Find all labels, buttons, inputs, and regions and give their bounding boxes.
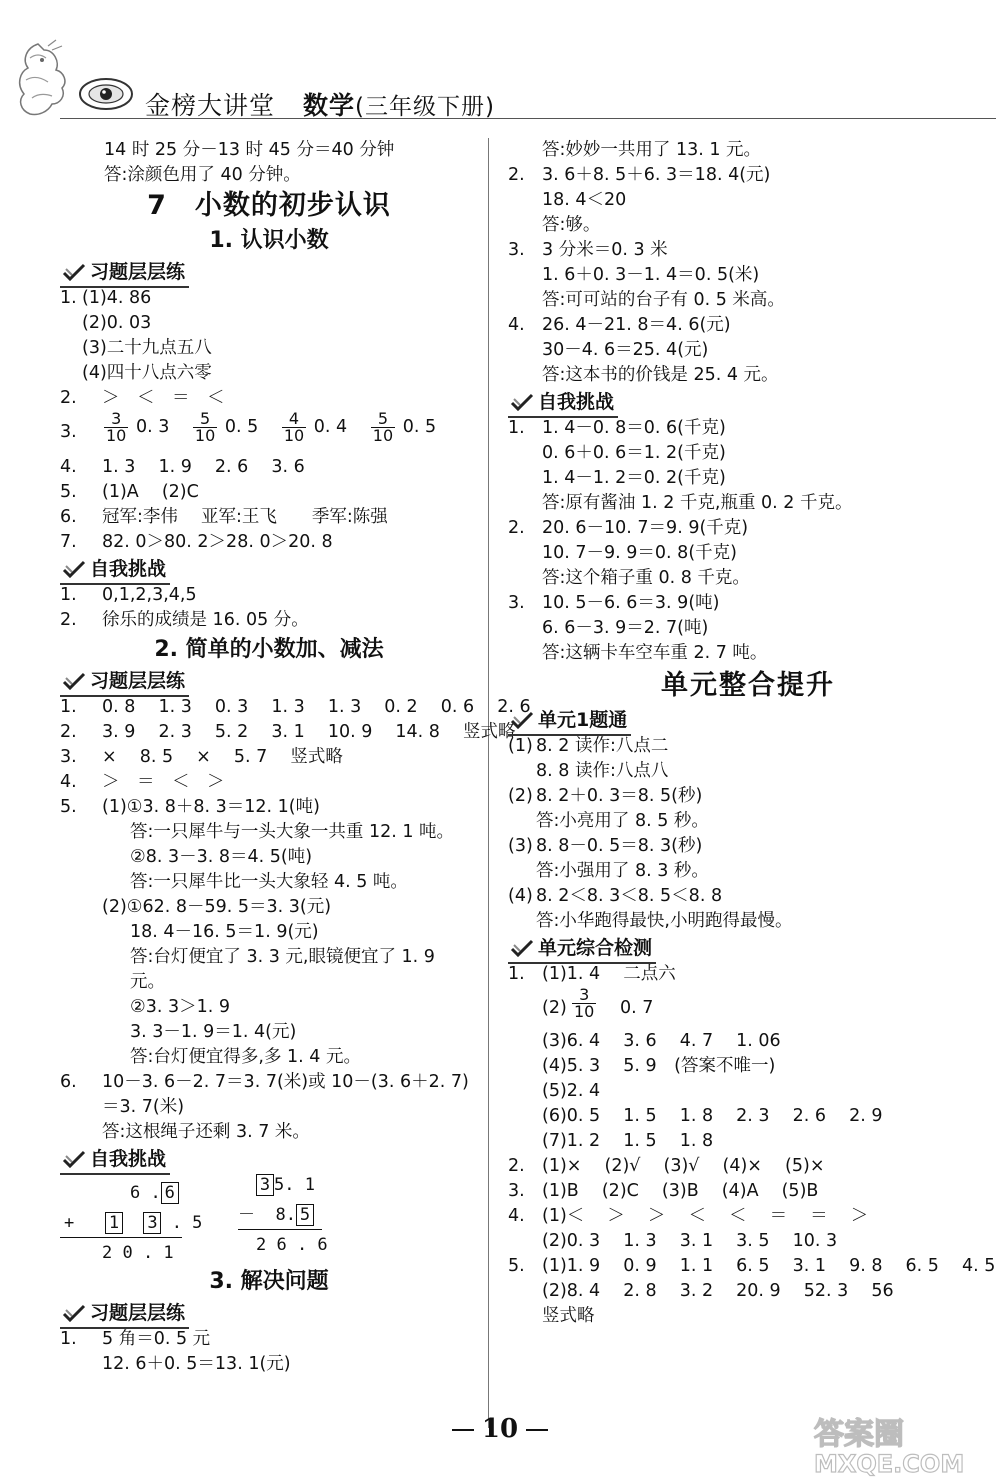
section-tag: 习题层层练 bbox=[60, 1299, 478, 1327]
text-line: ②3. 3＞1. 9 bbox=[130, 997, 230, 1017]
section-tag: 单元综合检测 bbox=[508, 934, 988, 962]
section-tag: 自我挑战 bbox=[60, 555, 478, 583]
text-line: (3) 8. 8－0. 5＝8. 3(秒) bbox=[508, 836, 703, 856]
section-tag: 单元1题通 bbox=[508, 706, 988, 734]
question-row: 1. 0. 8 1. 3 0. 3 1. 3 1. 3 0. 2 0. 6 2. 6 bbox=[60, 697, 531, 717]
text-line: 3. 3－1. 9＝1. 4(元) bbox=[130, 1022, 297, 1042]
vertical-calculation bbox=[60, 1173, 478, 1265]
calc-sub-row2: － 8. 5 bbox=[238, 1203, 314, 1228]
text-line: 12. 6＋0. 5＝13. 1(元) bbox=[102, 1354, 291, 1374]
question-row: 3. $\frac{3}{10}$ 0. 3 $\frac{5}{10}$ 0. 5 $\frac{4}{10}$ 0. 4 $\frac{5}{10}$ 0. 5 bbox=[60, 411, 478, 455]
question-row: 2. 3. 9 2. 3 5. 2 3. 1 10. 9 14. 8 竖式略 bbox=[60, 722, 516, 742]
grade-label: (三年级下册) bbox=[355, 94, 495, 120]
text-line: (7)1. 2 1. 5 1. 8 bbox=[542, 1131, 714, 1151]
text-line: 答:这根绳子还剩 3. 7 米。 bbox=[102, 1122, 310, 1142]
text-line: 竖式略 bbox=[542, 1306, 595, 1326]
text-line: (4)四十八点六零 bbox=[82, 363, 212, 383]
text-line: 答:这辆卡车空车重 2. 7 吨。 bbox=[542, 643, 768, 663]
text-line: (2)0. 03 bbox=[82, 313, 152, 333]
text-line: 答:一只犀牛与一头大象一共重 12. 1 吨。 bbox=[130, 822, 455, 842]
text-line: (1) 8. 2 读作:八点二 bbox=[508, 736, 669, 756]
text-line: 答:小华跑得最快,小明跑得最慢。 bbox=[536, 911, 793, 931]
calc-sub-row1: 3 5. 1 bbox=[256, 1173, 315, 1198]
text-line: 18. 4＜20 bbox=[542, 190, 627, 210]
question-row: 4. (1)＜ ＞ ＞ ＜ ＜ ＝ ＝ ＞ bbox=[508, 1206, 869, 1226]
unit-title: 单元整合提升 bbox=[661, 670, 835, 701]
page-number: 10 bbox=[0, 1414, 1000, 1444]
question-row: 5. (1)①3. 8＋8. 3＝12. 1(吨) bbox=[60, 797, 320, 817]
text-line: 答:涂颜色用了 40 分钟。 bbox=[104, 165, 301, 185]
fraction: $\frac{5}{10}$ bbox=[194, 409, 216, 445]
page-number-dash bbox=[526, 1429, 548, 1431]
question-row: 2. 20. 6－10. 7＝9. 9(千克) bbox=[508, 518, 749, 538]
text-line: 14 时 25 分－13 时 45 分＝40 分钟 bbox=[104, 140, 395, 160]
watermark-text: 答案圈 bbox=[814, 1417, 904, 1452]
subject-name: 数学 bbox=[303, 91, 356, 120]
calc-add-row2: + 1 3 . 5 bbox=[64, 1213, 203, 1233]
text-line: (2)①62. 8－59. 5＝3. 3(元) bbox=[102, 897, 332, 917]
question-row: 1. (1)1. 4 二点六 bbox=[508, 964, 676, 984]
question-row: 1. (1)4. 86 bbox=[60, 288, 152, 308]
question-row: 7. 82. 0＞80. 2＞28. 0＞20. 8 bbox=[60, 532, 333, 552]
section-tag: 自我挑战 bbox=[508, 388, 988, 416]
text-line: 答:妙妙一共用了 13. 1 元。 bbox=[542, 140, 762, 160]
question-row: 2. (1)× (2)√ (3)√ (4)× (5)× bbox=[508, 1156, 825, 1176]
answer-box: 3 bbox=[256, 1174, 274, 1196]
text-line: 1. 4－1. 2＝0. 2(千克) bbox=[542, 468, 726, 488]
text-line: 答:够。 bbox=[542, 215, 601, 235]
question-row: 2. 3. 6＋8. 5＋6. 3＝18. 4(元) bbox=[508, 165, 771, 185]
question-row: 2. ＞ ＜ ＝ ＜ bbox=[60, 388, 225, 408]
page-number-dash bbox=[452, 1429, 474, 1431]
right-column bbox=[508, 138, 996, 1329]
question-row: 1. 0,1,2,3,4,5 bbox=[60, 585, 197, 605]
text-line: 答:小亮用了 8. 5 秒。 bbox=[536, 811, 709, 831]
fraction: $\frac{3}{10}$ bbox=[106, 409, 127, 445]
text-line: 答:台灯便宜得多,多 1. 4 元。 bbox=[130, 1047, 361, 1067]
left-column bbox=[60, 138, 531, 1377]
fraction: $\frac{4}{10}$ bbox=[283, 409, 305, 445]
logo-eye-icon bbox=[78, 76, 134, 112]
calc-add-rule bbox=[60, 1237, 182, 1238]
fraction-list: $\frac{3}{10}$ 0. 3 $\frac{5}{10}$ 0. 5 $\frac{4}{10}$ 0. 4 $\frac{5}{10}$ 0. 5 bbox=[106, 409, 437, 445]
text-line: (2)8. 4 2. 8 3. 2 20. 9 52. 3 56 bbox=[542, 1281, 894, 1301]
question-row: 3. 10. 5－6. 6＝3. 9(吨) bbox=[508, 593, 720, 613]
page-header bbox=[0, 0, 1000, 125]
chapter-title: 7 小数的初步认识 bbox=[147, 190, 391, 221]
text-line: 答:可可站的台子有 0. 5 米高。 bbox=[542, 290, 785, 310]
text-line: 1. 6＋0. 3－1. 4＝0. 5(米) bbox=[542, 265, 760, 285]
answer-box: 5 bbox=[296, 1204, 314, 1226]
column-divider bbox=[488, 138, 489, 1428]
section-tag: 习题层层练 bbox=[60, 258, 478, 286]
text-line: (3)二十九点五八 bbox=[82, 338, 212, 358]
question-row: 3. 3 分米＝0. 3 米 bbox=[508, 240, 668, 260]
question-row: 6. 冠军:李伟 亚军:王飞 季军:陈强 bbox=[60, 507, 388, 527]
text-line: 18. 4－16. 5＝1. 9(元) bbox=[130, 922, 319, 942]
text-line: (3)6. 4 3. 6 4. 7 1. 06 bbox=[542, 1031, 781, 1051]
question-row: 5. (1)1. 9 0. 9 1. 1 6. 5 3. 1 9. 8 6. 5 4. 5 bbox=[508, 1256, 996, 1276]
calc-add-result: 2 0 . 1 bbox=[102, 1243, 174, 1263]
question-row: 2. 徐乐的成绩是 16. 05 分。 bbox=[60, 610, 309, 630]
section-title: 3. 解决问题 bbox=[209, 1269, 329, 1294]
brand-name: 金榜大讲堂 bbox=[145, 91, 276, 120]
section-title: 1. 认识小数 bbox=[209, 228, 329, 253]
question-row: 5. (1)A (2)C bbox=[60, 482, 199, 502]
text-line: 0. 6＋0. 6＝1. 2(千克) bbox=[542, 443, 726, 463]
question-row: 3. (1)B (2)C (3)B (4)A (5)B bbox=[508, 1181, 819, 1201]
text-line: 10. 7－9. 9＝0. 8(千克) bbox=[542, 543, 737, 563]
dragon-illustration-icon bbox=[8, 38, 72, 118]
text-line: 6. 6－3. 9＝2. 7(吨) bbox=[542, 618, 709, 638]
text-line: 元。 bbox=[130, 972, 165, 992]
text-line: (4) 8. 2＜8. 3＜8. 5＜8. 8 bbox=[508, 886, 723, 906]
text-line: (2)0. 3 1. 3 3. 1 3. 5 10. 3 bbox=[542, 1231, 838, 1251]
fraction: $\frac{3}{10}$ bbox=[574, 985, 595, 1021]
text-line: (4)5. 3 5. 9 (答案不唯一) bbox=[542, 1056, 776, 1076]
answer-box: 6 bbox=[161, 1182, 179, 1204]
question-row: 4. 26. 4－21. 8＝4. 6(元) bbox=[508, 315, 731, 335]
fraction: $\frac{5}{10}$ bbox=[372, 409, 394, 445]
header-divider bbox=[60, 118, 996, 119]
question-row: 1. 5 角＝0. 5 元 bbox=[60, 1329, 211, 1349]
calc-sub-rule bbox=[238, 1229, 322, 1230]
text-line: 答:小强用了 8. 3 秒。 bbox=[536, 861, 709, 881]
section-title: 2. 简单的小数加、减法 bbox=[154, 637, 384, 662]
question-row: 3. × 8. 5 × 5. 7 竖式略 bbox=[60, 747, 343, 767]
text-line: 答:这个箱子重 0. 8 千克。 bbox=[542, 568, 750, 588]
text-line: ②8. 3－3. 8＝4. 5(吨) bbox=[130, 847, 313, 867]
text-line: 30－4. 6＝25. 4(元) bbox=[542, 340, 709, 360]
text-line: 8. 8 读作:八点八 bbox=[536, 761, 669, 781]
text-line: (2) $\frac{3}{10}$ 0. 7 bbox=[542, 985, 654, 1021]
calc-sub-result: 2 6 . 6 bbox=[256, 1235, 328, 1255]
text-line: 答:一只犀牛比一头大象轻 4. 5 吨。 bbox=[130, 872, 408, 892]
answer-box: 1 bbox=[105, 1212, 123, 1234]
section-tag: 习题层层练 bbox=[60, 667, 478, 695]
text-line: ＝3. 7(米) bbox=[102, 1097, 185, 1117]
answer-box: 3 bbox=[143, 1212, 161, 1234]
watermark-logo bbox=[810, 1412, 988, 1478]
text-line: 答:这本书的价钱是 25. 4 元。 bbox=[542, 365, 779, 385]
section-tag: 自我挑战 bbox=[60, 1145, 478, 1173]
text-line: 答:原有酱油 1. 2 千克,瓶重 0. 2 千克。 bbox=[542, 493, 853, 513]
text-line: (2) 8. 2＋0. 3＝8. 5(秒) bbox=[508, 786, 703, 806]
text-line: (5)2. 4 bbox=[542, 1081, 601, 1101]
question-row: 4. ＞ ＝ ＜ ＞ bbox=[60, 772, 225, 792]
question-row: 4. 1. 3 1. 9 2. 6 3. 6 bbox=[60, 457, 305, 477]
text-line: (6)0. 5 1. 5 1. 8 2. 3 2. 6 2. 9 bbox=[542, 1106, 883, 1126]
text-line: 答:台灯便宜了 3. 3 元,眼镜便宜了 1. 9 bbox=[130, 947, 435, 967]
question-row: 1. 1. 4－0. 8＝0. 6(千克) bbox=[508, 418, 726, 438]
calc-add-row1: 6 . 6 bbox=[130, 1181, 179, 1206]
question-row: 6. 10－3. 6－2. 7＝3. 7(米)或 10－(3. 6＋2. 7) bbox=[60, 1072, 469, 1092]
header-title bbox=[145, 86, 495, 122]
watermark-url: MXQE.COM bbox=[814, 1450, 965, 1478]
